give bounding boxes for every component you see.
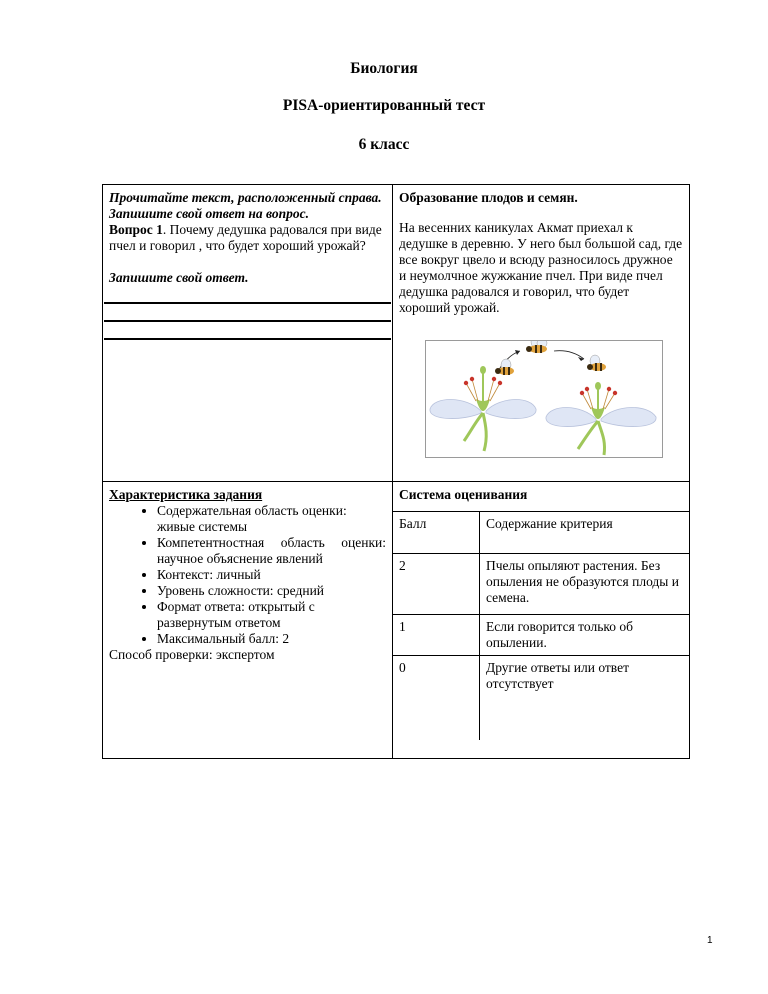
char-item-context: • Контекст: личный — [157, 567, 386, 583]
characteristics-list — [109, 503, 386, 647]
answer-line-1[interactable] — [104, 302, 391, 304]
criterion-text: Если говорится только об опылении. — [480, 615, 690, 656]
answer-line-2[interactable] — [104, 320, 391, 322]
scoring-title: Система оценивания — [399, 487, 528, 502]
check-method: Способ проверки: экспертом — [109, 647, 275, 662]
score-value: 0 — [393, 656, 480, 741]
question-text: . Почему дедушка радовался при виде пчел и говорил , что будет хороший урожай? — [109, 222, 382, 253]
story-title: Образование плодов и семян. — [399, 190, 578, 205]
task-table — [102, 184, 690, 759]
characteristics-cell — [103, 482, 393, 759]
bee-icon — [495, 359, 514, 375]
criterion-text: Другие ответы или ответ отсутствует — [480, 656, 690, 741]
answer-line-3[interactable] — [104, 338, 391, 340]
left-flower-icon — [430, 366, 536, 451]
score-value: 1 — [393, 615, 480, 656]
question — [109, 222, 386, 254]
char-item-content-area: • Содержательная область оценки: живые системы — [157, 503, 386, 535]
task-instruction: Прочитайте текст, расположенный справа. Запишите свой ответ на вопрос. — [109, 190, 382, 221]
table-row — [393, 554, 689, 615]
test-type-title: PISA-ориентированный тест — [282, 97, 486, 114]
pollination-image — [426, 341, 662, 457]
score-value: 2 — [393, 554, 480, 615]
criterion-text: Пчелы опыляют растения. Без опыления не образуются плоды и семена. — [480, 554, 690, 615]
story-text: На весенних каникулах Акмат приехал к дедушке в деревню. У него был большой сад, где все вокруг цвело и всюду разносилось дружное и неумолчное жужжание пчел. При виде пчел дедушка радовался и говорил, что будет хороший урожай. — [399, 220, 683, 315]
bee-icon — [526, 341, 547, 353]
char-item-difficulty: • Уровень сложности: средний — [157, 583, 386, 599]
char-item-competence: • Компетентностная область оценки: научное объяснение явлений — [157, 535, 386, 567]
char-item-max-score: • Максимальный балл: 2 — [157, 631, 386, 647]
table-row — [393, 656, 689, 741]
question-label: Вопрос 1 — [109, 222, 163, 237]
answer-prompt: Запишите свой ответ. — [109, 270, 249, 285]
subject-title: Биология — [350, 60, 418, 77]
right-flower-icon — [546, 382, 656, 455]
bee-icon — [587, 355, 606, 371]
table-row — [393, 615, 689, 656]
table-row — [393, 512, 689, 554]
scoring-table — [393, 511, 689, 740]
grade-title: 6 класс — [358, 136, 410, 153]
char-item-format: • Формат ответа: открытый с развернутым ответом — [157, 599, 386, 631]
score-header: Балл — [393, 512, 480, 554]
bee-pollination-illustration — [425, 340, 663, 458]
criterion-header: Содержание критерия — [480, 512, 690, 554]
scoring-cell — [393, 482, 690, 759]
page-number: 1 — [707, 935, 713, 946]
task-cell — [103, 185, 393, 482]
characteristics-title: Характеристика задания — [109, 487, 263, 502]
story-cell — [393, 185, 690, 482]
